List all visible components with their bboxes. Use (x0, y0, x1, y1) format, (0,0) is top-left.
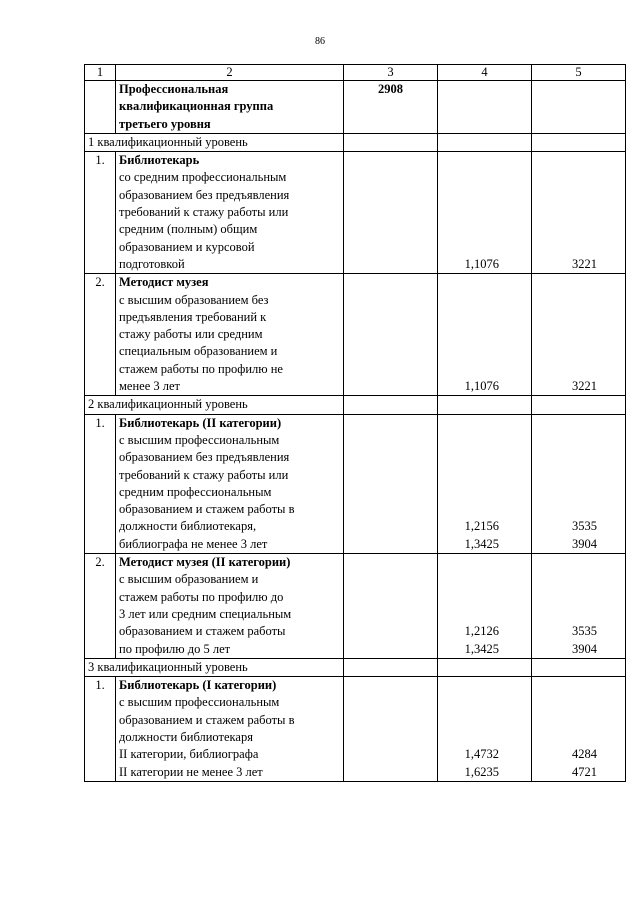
header-col-5: 5 (532, 65, 626, 81)
coefficient: 1,1076 (438, 152, 532, 274)
salary: 3221 (532, 152, 626, 274)
header-col-3: 3 (344, 65, 438, 81)
coefficient: 1,4732 1,6235 (438, 677, 532, 782)
row-number: 2. (85, 554, 116, 659)
position-description: Методист музея (II категории) с высшим образованием и стажем работы по профилю до 3 лет или средним специальным образованием и стажем работы по профилю до 5 лет (116, 554, 344, 659)
level-label: 3 квалификационный уровень (85, 658, 344, 676)
salary: 3535 3904 (532, 554, 626, 659)
row-number: 1. (85, 677, 116, 782)
level-row (85, 658, 626, 676)
level-row (85, 396, 626, 414)
table-row (85, 152, 626, 274)
coefficient: 1,2126 1,3425 (438, 554, 532, 659)
salary: 4284 4721 (532, 677, 626, 782)
qualification-table (84, 64, 626, 782)
coefficient: 1,1076 (438, 274, 532, 396)
position-description: Методист музея с высшим образованием без предъявления требований к стажу работы или средним специальным образованием и стажем работы по профилю не менее 3 лет (116, 274, 344, 396)
header-col-2: 2 (116, 65, 344, 81)
header-col-4: 4 (438, 65, 532, 81)
header-row (85, 65, 626, 81)
page-number: 86 (315, 36, 325, 47)
salary: 3535 3904 (532, 414, 626, 553)
level-row (85, 133, 626, 151)
position-description: Библиотекарь со средним профессиональным образованием без предъявления требований к стажу работы или средним (полным) общим образованием и курсовой подготовкой (116, 152, 344, 274)
position-description: Библиотекарь (II категории) с высшим профессиональным образованием без предъявления требований к стажу работы или средним профессиональным образованием и стажем работы в должности библиотекаря, библиографа не менее 3 лет (116, 414, 344, 553)
group-title: Профессиональная квалификационная группа третьего уровня (116, 81, 344, 134)
table-row (85, 554, 626, 659)
group-code: 2908 (344, 81, 438, 134)
row-number: 2. (85, 274, 116, 396)
table-row (85, 414, 626, 553)
salary: 3221 (532, 274, 626, 396)
table-row (85, 677, 626, 782)
level-label: 1 квалификационный уровень (85, 133, 344, 151)
header-col-1: 1 (85, 65, 116, 81)
level-label: 2 квалификационный уровень (85, 396, 344, 414)
position-description: Библиотекарь (I категории) с высшим профессиональным образованием и стажем работы в должности библиотекаря II категории, библиографа II категории не менее 3 лет (116, 677, 344, 782)
coefficient: 1,2156 1,3425 (438, 414, 532, 553)
row-number: 1. (85, 152, 116, 274)
row-number: 1. (85, 414, 116, 553)
group-row (85, 81, 626, 134)
table-row (85, 274, 626, 396)
